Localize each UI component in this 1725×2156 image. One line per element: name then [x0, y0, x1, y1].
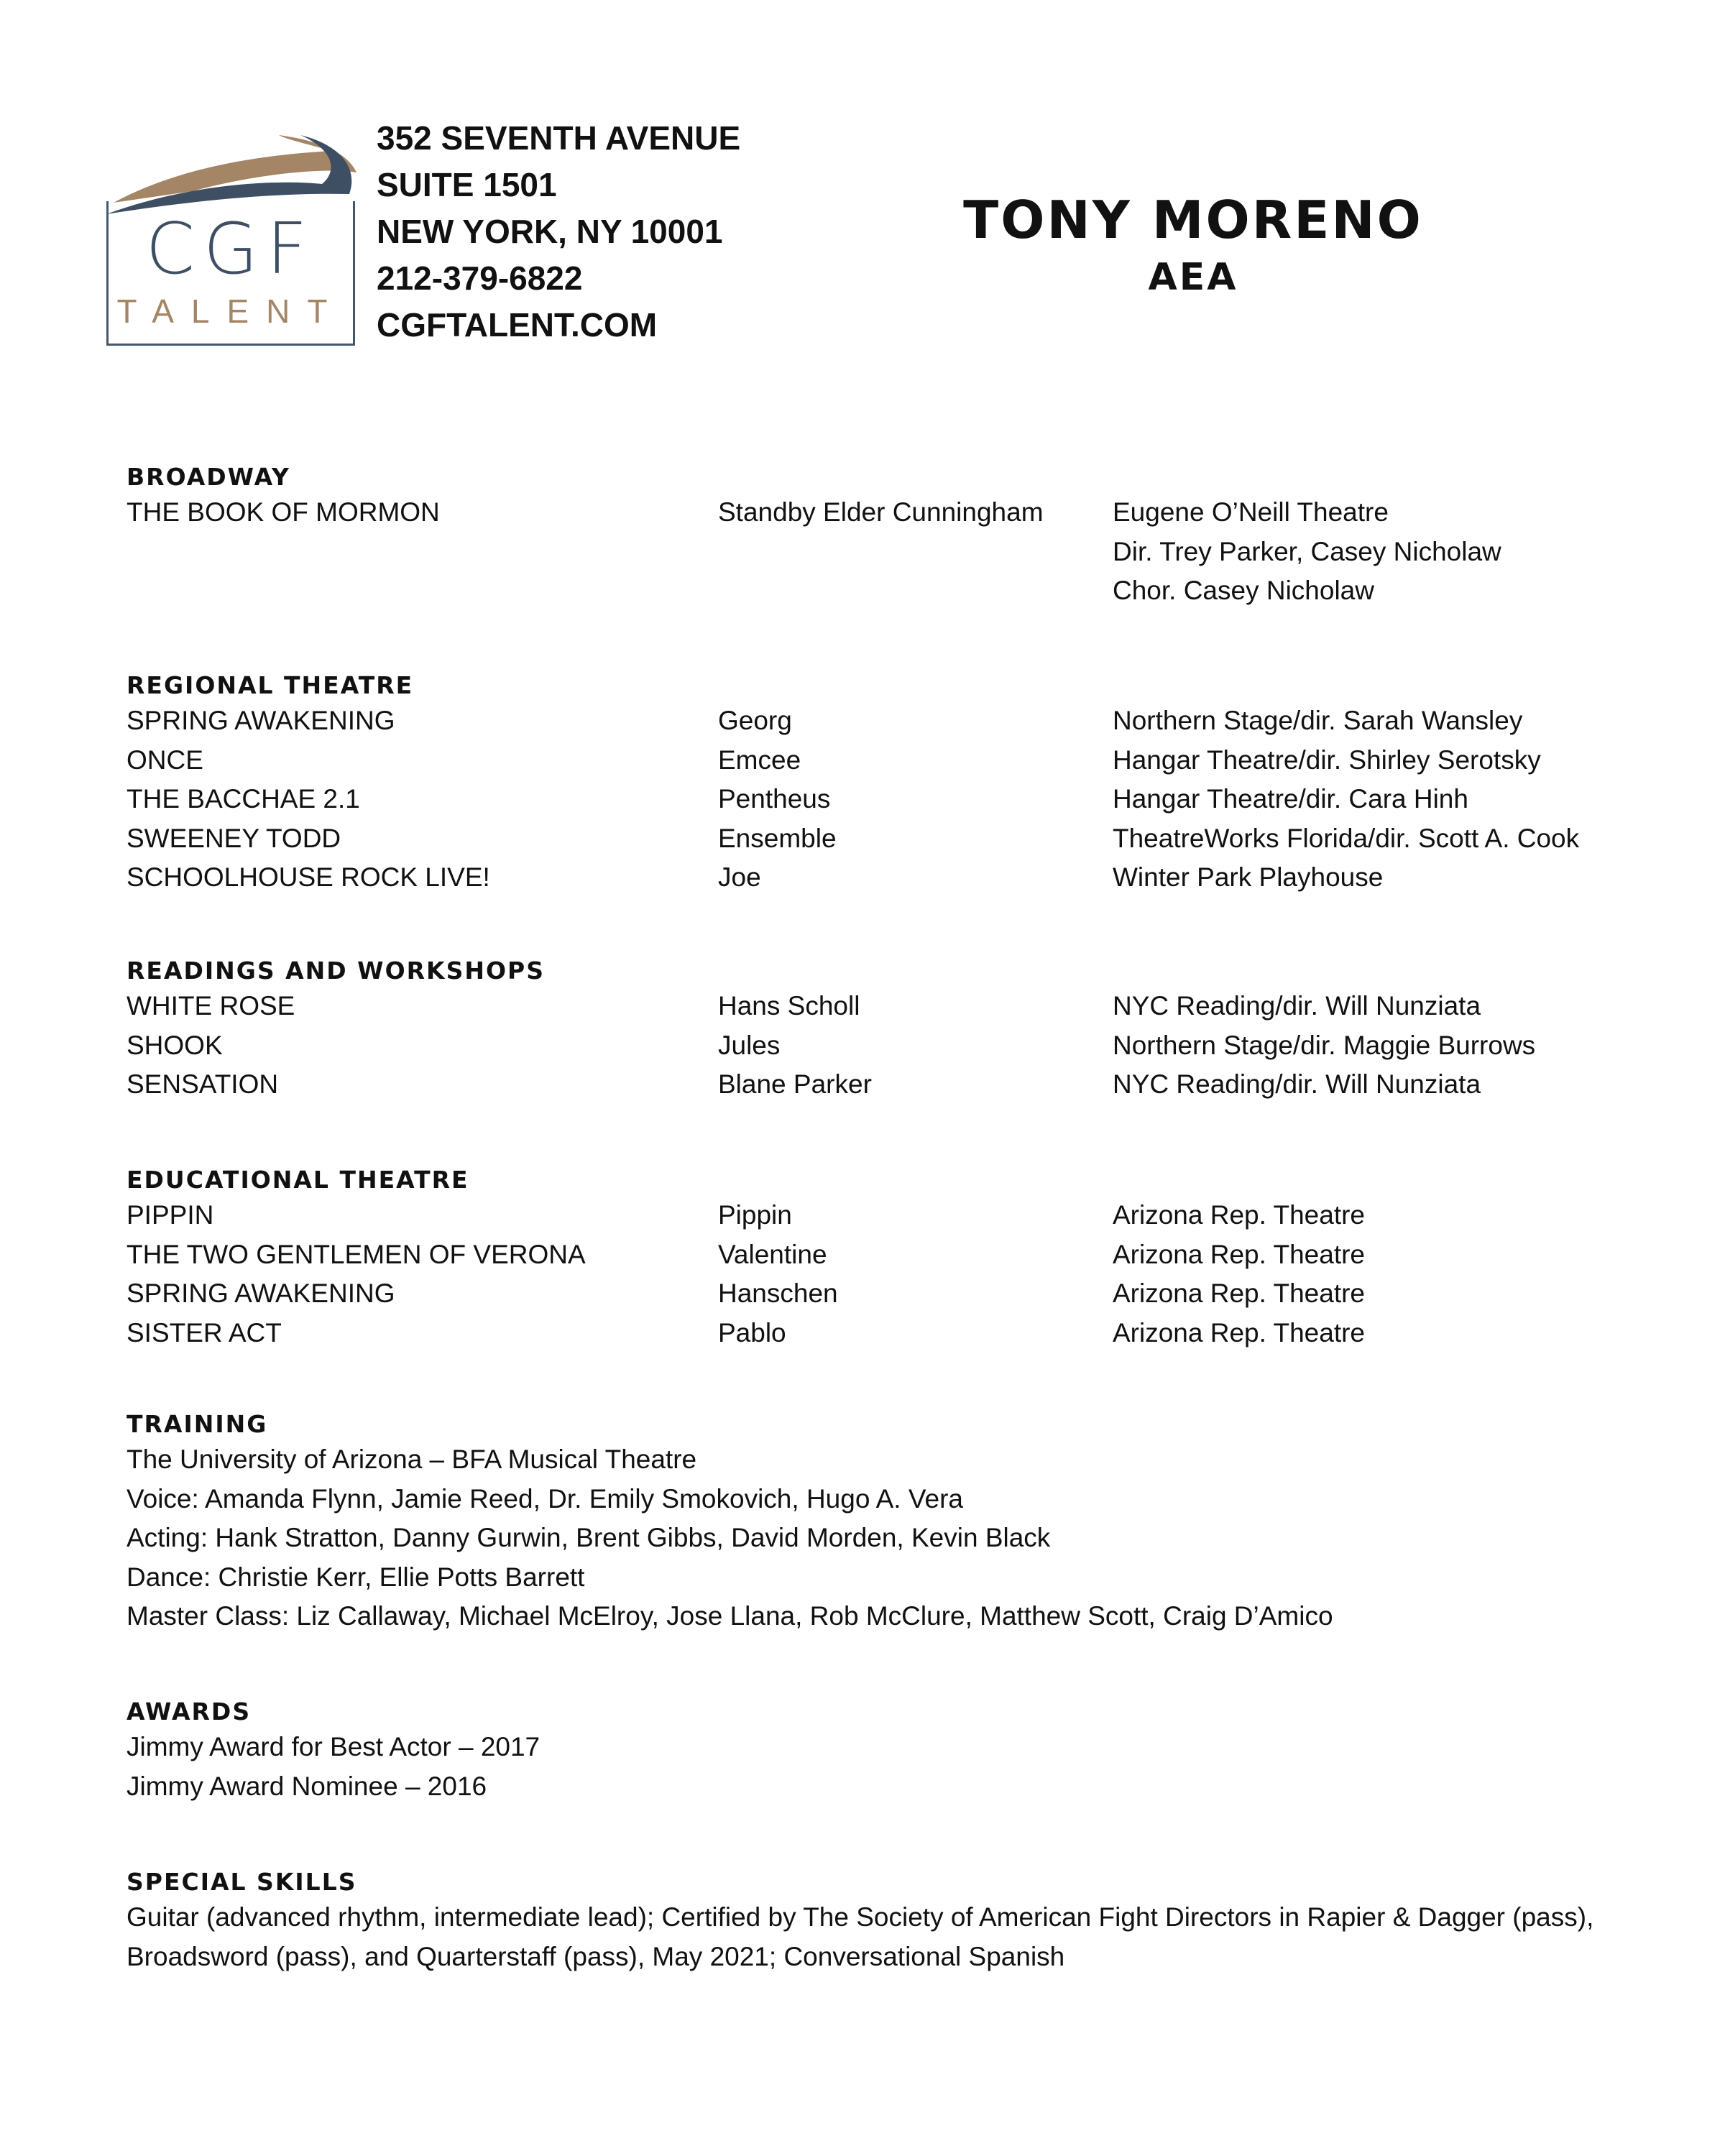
award-line: Jimmy Award Nominee – 2016: [126, 1771, 487, 1801]
credit-show: THE BACCHAE 2.1: [126, 784, 360, 814]
credit-venue: Arizona Rep. Theatre: [1113, 1279, 1366, 1308]
credit-row: [126, 741, 1636, 780]
section-regional-theatre: [126, 670, 1636, 898]
section-title: EDUCATIONAL THEATRE: [126, 1166, 469, 1194]
training-line: The University of Arizona – BFA Musical Theatre: [126, 1445, 697, 1474]
address-phone: 212-379-6822: [377, 259, 583, 297]
credit-row: [126, 1235, 1636, 1275]
credit-role: Georg: [718, 706, 792, 735]
section-readings-workshops: [126, 955, 1636, 1105]
credit-row: [126, 987, 1636, 1026]
logo-subtext: TALENT: [116, 292, 345, 330]
section-broadway: [126, 461, 1636, 611]
credit-role: Joe: [718, 862, 761, 892]
section-title: TRAINING: [126, 1410, 268, 1438]
credit-show: SPRING AWAKENING: [126, 1279, 395, 1308]
credit-row: [126, 819, 1636, 859]
credit-venue: Eugene O’Neill Theatre: [1113, 497, 1389, 527]
training-line: Master Class: Liz Callaway, Michael McElroy, Jose Llana, Rob McClure, Matthew Scott, Craig D’Amico: [126, 1601, 1333, 1631]
address-line: SUITE 1501: [377, 166, 557, 203]
credit-venue: TheatreWorks Florida/dir. Scott A. Cook: [1113, 823, 1580, 853]
section-awards: [126, 1696, 1636, 1806]
credit-role: Pablo: [718, 1317, 786, 1348]
credit-venue: NYC Reading/dir. Will Nunziata: [1113, 991, 1481, 1021]
credit-row: [126, 858, 1636, 898]
credit-show: SENSATION: [126, 1069, 279, 1099]
section-special-skills: [126, 1866, 1636, 1976]
credit-row: [126, 1314, 1636, 1353]
credit-venue: NYC Reading/dir. Will Nunziata: [1113, 1069, 1481, 1099]
credit-venue: Hangar Theatre/dir. Cara Hinh: [1113, 784, 1468, 814]
credit-venue: Northern Stage/dir. Sarah Wansley: [1113, 706, 1523, 735]
section-title: SPECIAL SKILLS: [126, 1868, 357, 1896]
credit-row: [126, 1026, 1636, 1066]
credit-row: [126, 701, 1636, 741]
credit-venue: Winter Park Playhouse: [1113, 862, 1384, 892]
credit-show: SWEENEY TODD: [126, 823, 341, 853]
logo-wordmark: CGF: [145, 208, 316, 290]
credit-role: Emcee: [718, 745, 801, 775]
credit-show: SISTER ACT: [126, 1317, 282, 1348]
credit-director: Dir. Trey Parker, Casey Nicholaw: [1113, 536, 1501, 566]
credit-show: SCHOOLHOUSE ROCK LIVE!: [126, 862, 490, 892]
credit-venue: Arizona Rep. Theatre: [1113, 1200, 1366, 1230]
credit-show: ONCE: [126, 745, 203, 775]
address-website: CGFTALENT.COM: [377, 306, 658, 344]
section-educational-theatre: [126, 1164, 1636, 1353]
award-line: Jimmy Award for Best Actor – 2017: [126, 1732, 540, 1761]
credit-venue: Northern Stage/dir. Maggie Burrows: [1113, 1030, 1536, 1060]
section-title: BROADWAY: [126, 463, 290, 491]
credit-show: SHOOK: [126, 1030, 223, 1060]
credit-venue: Arizona Rep. Theatre: [1113, 1239, 1366, 1269]
section-title: READINGS AND WORKSHOPS: [126, 957, 545, 985]
credit-role: Jules: [718, 1030, 781, 1060]
address-line: 352 SEVENTH AVENUE: [377, 119, 741, 157]
section-title: AWARDS: [126, 1697, 252, 1726]
credit-role: Standby Elder Cunningham: [718, 497, 1044, 527]
training-line: Acting: Hank Stratton, Danny Gurwin, Brent Gibbs, David Morden, Kevin Black: [126, 1523, 1051, 1552]
credit-show: THE BOOK OF MORMON: [126, 497, 440, 527]
credit-role: Ensemble: [718, 823, 837, 853]
credit-role: Hans Scholl: [718, 991, 860, 1021]
credit-row: [126, 1065, 1636, 1105]
actor-name: TONY MORENO: [963, 190, 1423, 250]
agency-logo: [106, 122, 358, 351]
training-line: Voice: Amanda Flynn, Jamie Reed, Dr. Emily Smokovich, Hugo A. Vera: [126, 1483, 963, 1514]
agency-address: [377, 115, 740, 349]
credit-venue: Arizona Rep. Theatre: [1113, 1317, 1366, 1348]
credit-show: WHITE ROSE: [126, 991, 295, 1021]
skills-text: Guitar (advanced rhythm, intermediate lead); Certified by The Society of American Fight Directors in Rapier & Dagger (pass), Broadsword (pass), and Quarterstaff (pass), May 2021; Conversational Spanish: [126, 1902, 1594, 1971]
credit-show: SPRING AWAKENING: [126, 706, 395, 735]
credit-row: [126, 493, 1636, 533]
section-training: [126, 1409, 1636, 1636]
credit-row: [126, 571, 1636, 611]
credit-row: [126, 780, 1636, 819]
credit-row: [126, 1196, 1636, 1235]
credit-role: Blane Parker: [718, 1069, 872, 1099]
credit-row: [126, 533, 1636, 572]
credit-choreographer: Chor. Casey Nicholaw: [1113, 576, 1374, 605]
credit-role: Valentine: [718, 1239, 827, 1269]
credit-show: PIPPIN: [126, 1200, 214, 1230]
credit-role: Hanschen: [718, 1279, 838, 1308]
credit-role: Pentheus: [718, 784, 831, 814]
section-title: REGIONAL THEATRE: [126, 671, 414, 699]
address-line: NEW YORK, NY 10001: [377, 213, 723, 250]
credit-row: [126, 1274, 1636, 1314]
union-affiliation: AEA: [1148, 256, 1238, 299]
credit-show: THE TWO GENTLEMEN OF VERONA: [126, 1239, 586, 1269]
credit-venue: Hangar Theatre/dir. Shirley Serotsky: [1113, 745, 1541, 775]
credit-role: Pippin: [718, 1200, 792, 1230]
training-line: Dance: Christie Kerr, Ellie Potts Barrett: [126, 1562, 585, 1592]
